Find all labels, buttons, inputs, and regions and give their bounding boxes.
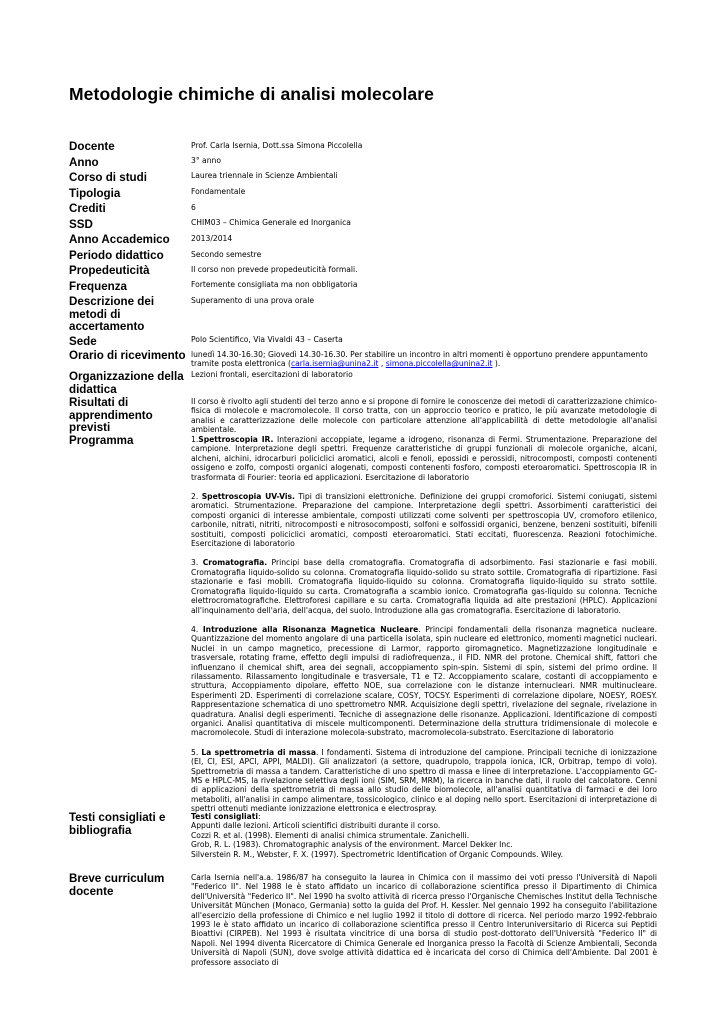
value-docente: Prof. Carla Isernia, Dott.ssa Simona Piccolella: [191, 141, 363, 150]
testi-heading: Testi consigliati:: [191, 812, 261, 821]
orario-separator: ,: [378, 359, 386, 369]
label-organizzazione: Organizzazione della didattica: [69, 370, 184, 396]
value-organizzazione: Lezioni frontali, esercitazioni di laboratorio: [191, 370, 353, 379]
programma-item-text: . I fondamenti. Sistema di introduzione del campione. Principali tecniche di ionizzazione (EI, CI, ESI, APCI, APPI, MALDI). Gli analizzatori (a settore, quadrupolo, trappola ionica, ICR, Orbitrap, tempo di volo). Spettrometria di massa a tandem. Caratteristiche di uno spettro di massa e linee di interpretazione. L'accoppiamento GC-MS e HPLC-MS, la rivelazione selettiva degli ioni (SIM, SRM, MRM), la ricerca in banche dati, il ruolo del calcolatore. Cenni di applicazioni della spettrometria di massa allo studio delle biomolecole, all'analisi quantitativa di farmaci e dei loro metaboliti, all'analisi in campo alimentare, tossicologico, clinico e al doping nello sport. Esercitazioni di interpretazione di spettri ottenuti mediante ionizzazione elettronica e electrospray.: [191, 747, 657, 814]
page-title: Metodologie chimiche di analisi molecolare: [69, 84, 434, 104]
programma-item: 1.Spettroscopia IR. Interazioni accoppiate, legame a idrogeno, risonanza di Fermi. Strumentazione. Preparazione del campione. Interpretazione degli spettri. Frequenze caratteristiche di gruppi funzionali di molecole organiche, alcani, alcheni, alchini, idrocarburi policiclici aromatici, alcoli e fenoli, epossidi e perossidi, nitrocomposti, composti contenenti ossigeno e zolfo, composti organici alogenati, composti contenenti fosforo, composti eteroaromatici. Spettroscopia IR in trasformata di Fourier: teoria ed applicazioni. Esercitazione di laboratorio: [191, 435, 657, 482]
value-tipologia: Fondamentale: [191, 187, 246, 196]
label-crediti: Crediti: [69, 202, 106, 215]
programma-item-text: Tipi di transizioni elettroniche. Definizione dei gruppi cromoforici. Sistemi coniugati, sistemi aromatici. Strumentazione. Preparazione del campione. Interpretazione degli spettri. Assorbimenti caratteristici dei composti organici di interesse ambientale, composti utilizzati come solventi per spettroscopia UV, cromoforo etilenico, carbonile, nitrati, nitriti, nitrocomposti e nitrosocomposti, solfoni e solfossidi organici, benzene, benzeni sostituiti, bifenili sostituiti, composti policiclici aromatici, composti eteroaromatici. Stati eccitati, fluorescenza. Reazioni fotochimiche. Esercitazione di laboratorio: [191, 492, 657, 549]
programma-item-title: La spettrometria di massa: [201, 747, 316, 757]
bibliography-line: Cozzi R. et al. (1998). Elementi di analisi chimica strumentale. Zanichelli.: [191, 830, 470, 840]
bibliography-line: Silverstein R. M., Webster, F. X. (1997). Spectrometric Identification of Organic Compounds. Wiley.: [191, 849, 564, 859]
programma-item-text: Principi base della cromatografia. Cromatografia di adsorbimento. Fasi stazionarie e fasi mobili. Cromatografia liquido-solido su colonna. Cromatografia liquido-solido su strato sottile. Cromatografia di ripartizione. Fasi stazionarie e fasi mobili. Cromatografia liquido-liquido su colonna. Cromatografia liquido-liquido su strato sottile. Cromatografia liquido-liquido su carta. Cromatografia a scambio ionico. Cromatografia gas-liquido su colonna. Tecniche elettrocromatografiche. Elettroforesi capillare e su carta. Cromatografia liquida ad alte prestazioni (HPLC). Applicazioni all'inquinamento dell'aria, dell'acqua, del suolo. Introduzione alla gas cromatografia. Esercitazione di laboratorio.: [191, 558, 657, 615]
value-anno: 3° anno: [191, 156, 221, 165]
label-tipologia: Tipologia: [69, 187, 121, 200]
label-docente: Docente: [69, 140, 115, 153]
label-curriculum: Breve curriculum docente: [69, 872, 165, 898]
bibliography-line: Grob, R. L. (1983). Chromatographic analysis of the environment. Marcel Dekker Inc.: [191, 840, 513, 850]
value-crediti: 6: [191, 203, 196, 212]
programma-item: 5. La spettrometria di massa. I fondamenti. Sistema di introduzione del campione. Principali tecniche di ionizzazione (EI, CI, ESI, APCI, APPI, MALDI). Gli analizzatori (a settore, quadrupolo, trappola ionica, ICR, Orbitrap, tempo di volo). Spettrometria di massa a tandem. Caratteristiche di uno spettro di massa e linee di interpretazione. L'accoppiamento GC-MS e HPLC-MS, la rivelazione selettiva degli ioni (SIM, SRM, MRM), la ricerca in banche dati, il ruolo del calcolatore. Cenni di applicazioni della spettrometria di massa allo studio delle biomolecole, all'analisi quantitativa di farmaci e dei loro metaboliti, all'analisi in campo alimentare, tossicologico, clinico e al doping nello sport. Esercitazioni di interpretazione di spettri ottenuti mediante ionizzazione elettronica e electrospray.: [191, 747, 657, 814]
value-ssd: CHIM03 – Chimica Generale ed Inorganica: [191, 218, 351, 227]
value-sede: Polo Scientifico, Via Vivaldi 43 – Caserta: [191, 335, 343, 344]
label-propedeuticita: Propedeuticità: [69, 264, 150, 277]
programma-item: 3. Cromatografia. Principi base della cromatografia. Cromatografia di adsorbimento. Fasi stazionarie e fasi mobili. Cromatografia liquido-solido su colonna. Cromatografia liquido-solido su strato sottile. Cromatografia di ripartizione. Fasi stazionarie e fasi mobili. Cromatografia liquido-liquido su colonna. Cromatografia liquido-liquido su strato sottile. Cromatografia liquido-liquido su carta. Cromatografia a scambio ionico. Cromatografia gas-liquido su colonna. Tecniche elettrocromatografiche. Elettroforesi capillare e su carta. Cromatografia liquida ad alte prestazioni (HPLC). Applicazioni all'inquinamento dell'aria, dell'acqua, del suolo. Introduzione alla gas cromatografia. Esercitazione di laboratorio.: [191, 558, 657, 615]
programma-item-title: Introduzione alla Risonanza Magnetica Nucleare: [202, 624, 419, 634]
programma-item: 2. Spettroscopia UV-Vis. Tipi di transizioni elettroniche. Definizione dei gruppi cromoforici. Sistemi coniugati, sistemi aromatici. Strumentazione. Preparazione del campione. Interpretazione degli spettri. Assorbimenti caratteristici dei composti organici di interesse ambientale, composti utilizzati come solventi per spettroscopia UV, cromoforo etilenico, carbonile, nitrati, nitriti, nitrocomposti e nitrosocomposti, solfoni e solfossidi organici, benzene, benzeni sostituiti, bifenili sostituiti, composti policiclici aromatici, composti eteroaromatici. Stati eccitati, fluorescenza. Reazioni fotochimiche. Esercitazione di laboratorio: [191, 492, 657, 549]
label-programma: Programma: [69, 434, 134, 447]
label-anno-accademico: Anno Accademico: [69, 233, 170, 246]
value-risultati: Il corso è rivolto agli studenti del terzo anno e si propone di fornire le conoscenze dei metodi di caratterizzazione chimico-fisica di molecole e macromolecole. Il corso tratta, con un approccio teorico e pratico, le più avanzate metodologie di analisi e caratterizzazione delle molecole con particolare attenzione all'applicabilità di dette metodologie all'analisi ambientale.: [191, 397, 657, 435]
orario-tail: ).: [492, 359, 501, 369]
email-link-piccolella[interactable]: simona.piccolella@unina2.it: [385, 359, 493, 369]
value-corso: Laurea triennale in Scienze Ambientali: [191, 171, 338, 180]
value-metodi: Superamento di una prova orale: [191, 296, 315, 305]
bibliography-line: Appunti dalle lezioni. Articoli scientifici distribuiti durante il corso.: [191, 821, 441, 831]
value-curriculum: Carla Isernia nell'a.a. 1986/87 ha conseguito la laurea in Chimica con il massimo dei voti presso l'Università di Napoli "Federico II". Nel 1988 le è stato affidato un incarico di collaborazione scientifica presso il Dipartimento di Chimica dell'Università "Federico II". Nel 1990 ha svolto attività di ricerca presso l'Organische Chemisches Institut della Technische Universität München (Monaco, Germania) sotto la guida del Prof. H. Kessler. Nel gennaio 1992 ha conseguito l'abilitazione all'esercizio della professione di Chimico e nel luglio 1992 il titolo di dottore di ricerca. Nel periodo marzo 1992-febbraio 1993 le è stato affidato un incarico di collaborazione scientifica presso il Centro Interuniversitario di Ricerca sui Peptidi Bioattivi (CIRPEB). Nel 1993 è risultata vincitrice di una borsa di studio post-dottorato dell'Università "Federico II" di Napoli. Nel 1994 diventa Ricercatore di Chimica Generale ed Inorganica presso la Facoltà di Scienze Ambientali, Seconda Università di Napoli (SUN), dove svolge attività didattica ed è incaricata del corso di Chimica dell'Ambiente. Dal 2001 è professore associato di: [191, 873, 657, 967]
testi-content: [191, 812, 657, 859]
programma-item-title: Cromatografia.: [202, 558, 268, 568]
label-frequenza: Frequenza: [69, 280, 127, 293]
value-propedeuticita: Il corso non prevede propedeuticità formali.: [191, 265, 358, 274]
value-periodo: Secondo semestre: [191, 250, 262, 259]
label-anno: Anno: [69, 156, 99, 169]
programma-item: 4. Introduzione alla Risonanza Magnetica Nucleare. Principi fondamentali della risonanza magnetica nucleare. Quantizzazione del momento angolare di una particella isolata, spin nucleare ed elettronico, momenti magnetici nucleari. Nuclei in un campo magnetico, precessione di Larmor, rapporto giromagnetico. Magnetizzazione longitudinale e trasversale, rotating frame, effetto degli impulsi di radiofrequenza., il FID. NMR del protone. Chemical shift, fattori che influenzano il chemical shift, area dei segnali, accoppiamento spin-spin. Sistemi di spin, sistemi del primo ordine. Il rilassamento. Rilassamento longitudinale e trasversale, T1 e T2. Accoppiamento scalare, costanti di accoppiamento e struttura, Accoppiamento dipolare, effetto NOE, sua correlazione con le distanze internucleari. NMR multinucleare. Esperimenti 2D. Esperimenti di correlazione scalare, COSY, TOCSY. Esperimenti di correlazione dipolare, NOESY, ROESY. Rappresentazione schematica di uno spettrometro NMR. Acquisizione degli spettri, rivelazione del segnale, rivelazione in quadratura. Analisi degli esperimenti. Tecniche di assegnazione delle risonanze. Applicazioni. Identificazione di composti organici. Analisi quantitativa di miscele multicomponenti. Determinazione della struttura tridimensionale di molecole e macromolecole. Studi di interazione molecola-substrato, macromolecola-substrato. Esercitazione di laboratorio: [191, 624, 657, 738]
label-sede: Sede: [69, 335, 97, 348]
value-frequenza: Fortemente consigliata ma non obbligatoria: [191, 280, 358, 289]
label-corso: Corso di studi: [69, 171, 147, 184]
programma-item-text: . Principi fondamentali della risonanza magnetica nucleare. Quantizzazione del momento angolare di una particella isolata, spin nucleare ed elettronico, momenti magnetici nucleari. Nuclei in un campo magnetico, precessione di Larmor, rapporto giromagnetico. Magnetizzazione longitudinale e trasversale, rotating frame, effetto degli impulsi di radiofrequenza., il FID. NMR del protone. Chemical shift, fattori che influenzano il chemical shift, area dei segnali, accoppiamento spin-spin. Sistemi di spin, sistemi del primo ordine. Il rilassamento. Rilassamento longitudinale e trasversale, T1 e T2. Accoppiamento scalare, costanti di accoppiamento e struttura, Accoppiamento dipolare, effetto NOE, sua correlazione con le distanze internucleari. NMR multinucleare. Esperimenti 2D. Esperimenti di correlazione scalare, COSY, TOCSY. Esperimenti di correlazione dipolare, NOESY, ROESY. Rappresentazione schematica di uno spettrometro NMR. Acquisizione degli spettri, rivelazione del segnale, rivelazione in quadratura. Analisi degli esperimenti. Tecniche di assegnazione delle risonanze. Applicazioni. Identificazione di composti organici. Analisi quantitativa di miscele multicomponenti. Determinazione della struttura tridimensionale di molecole e macromolecole. Studi di interazione molecola-substrato, macromolecola-substrato. Esercitazione di laboratorio: [191, 624, 657, 738]
orario-text: lunedì 14.30-16.30; Giovedì 14.30-16.30. Per stabilire un incontro in altri momenti è opportuno prendere appuntamento tramite posta elettronica (: [191, 350, 648, 369]
label-metodi: Descrizione dei metodi di accertamento: [69, 295, 155, 334]
label-ssd: SSD: [69, 218, 93, 231]
programma-content: [191, 435, 657, 824]
programma-item-text: Interazioni accoppiate, legame a idrogeno, risonanza di Fermi. Strumentazione. Preparazione del campione. Interpretazione degli spettri. Frequenze caratteristiche di gruppi funzionali di molecole organiche, alcani, alcheni, alchini, idrocarburi policiclici aromatici, alcoli e fenoli, epossidi e perossidi, nitrocomposti, composti contenenti ossigeno e zolfo, composti organici alogenati, composti contenenti fosforo, composti eteroaromatici. Spettroscopia IR in trasformata di Fourier: teoria ed applicazioni. Esercitazione di laboratorio: [191, 435, 657, 482]
value-orario: [191, 350, 657, 369]
programma-item-title: Spettroscopia UV-Vis.: [201, 492, 295, 502]
programma-item-title: Spettroscopia IR.: [198, 435, 274, 444]
label-risultati: Risultati di apprendimento previsti: [69, 396, 153, 435]
label-periodo: Periodo didattico: [69, 249, 164, 262]
email-link-isernia[interactable]: carla.isernia@unina2.it: [290, 359, 379, 369]
value-anno-accademico: 2013/2014: [191, 234, 233, 243]
label-testi: Testi consigliati e bibliografia: [69, 811, 166, 837]
label-orario: Orario di ricevimento: [69, 349, 186, 362]
